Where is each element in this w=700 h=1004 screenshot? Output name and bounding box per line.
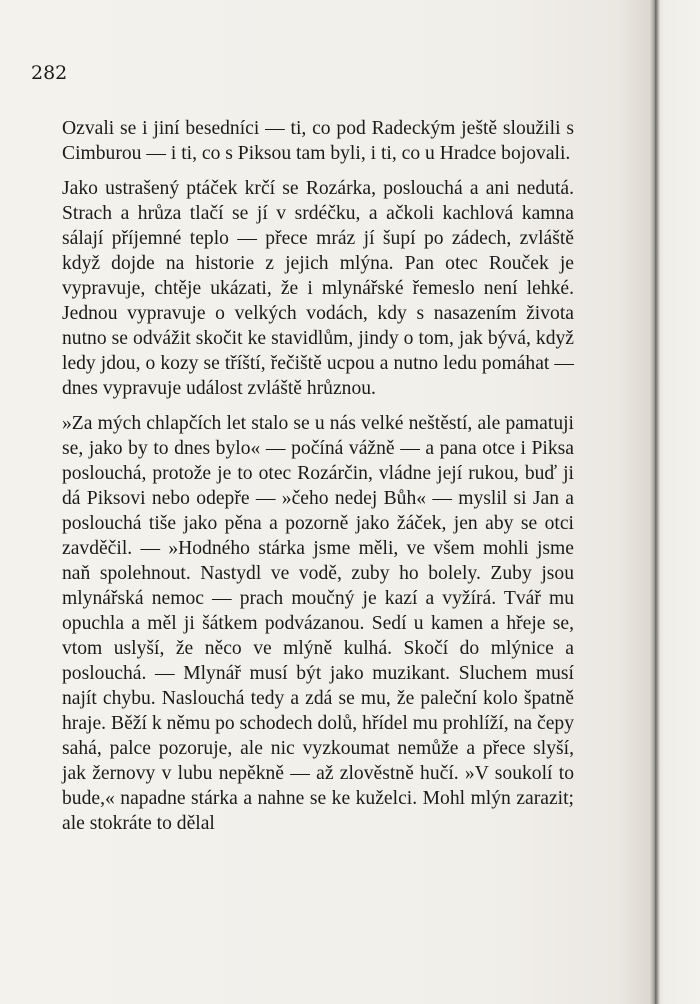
page-number: 282 [31, 62, 68, 84]
paragraph-1: Ozvali se i jiní besedníci — ti, co pod Radeckým ještě sloužili s Cimburou — i ti, co s Piksou tam byli, i ti, co u Hradce bojovali. [62, 118, 574, 164]
paragraph-3: »Za mých chlapčích let stalo se u nás velké neštěstí, ale pamatuji se, jako by to dnes bylo« — počíná vážně — a pana otce i Piksa poslouchá, protože je to otec Rozárčin, vládne její rukou, buď ji dá Piksovi nebo odepře — »čeho nedej Bůh« — myslil si Jan a poslouchá tiše jako pěna a pozorně jako žáček, jen aby se otci zavděčil. — »Hodného stárka jsme měli, ve všem mohli jsme naň spolehnout. Nastydl ve vodě, zuby ho bolely. Zuby jsou mlynářská nemoc — prach moučný je kazí a vyžírá. Tvář mu opuchla a měl ji šátkem podvázanou. Sedí u kamen a hřeje se, vtom uslyší, že něco ve mlýně kulhá. Skočí do mlýnice a poslouchá. — Mlynář musí být jako muzikant. Sluchem musí najít chybu. Naslouchá tedy a zdá se mu, že paleční kolo špatně hraje. Běží k němu po schodech dolů, hřídel mu prohlíží, na čepy sahá, palce pozoruje, ale nic vyzkoumat nemůže a přece slyší, jak žernovy v lubu nepěkně — až zlověstně hučí. »V soukolí to bude,« napadne stárka a nahne se ke kuželci. Mohl mlýn zarazit; ale stokráte to dělal [62, 413, 574, 834]
book-gutter [650, 0, 660, 1004]
paragraph-2: Jako ustrašený ptáček krčí se Rozárka, poslouchá a ani nedutá. Strach a hrůza tlačí se jí v srdéčku, a ačkoli kachlová kamna sálají příjemné teplo — přece mráz jí šupí po zádech, zvláště když dojde na historie z jejich mlýna. Pan otec Rouček je vypravuje, chtěje ukázati, že i mlynářské řemeslo není lehké. Jednou vypravuje o velkých vodách, kdy s nasazením života nutno se odvážit skočit ke stavidlům, jindy o tom, jak bývá, když ledy jdou, o kozy se tříští, řečiště ucpou a nutno ledu pomáhat — dnes vypravuje událost zvláště hrůznou. [62, 178, 574, 399]
body-text [62, 116, 574, 836]
